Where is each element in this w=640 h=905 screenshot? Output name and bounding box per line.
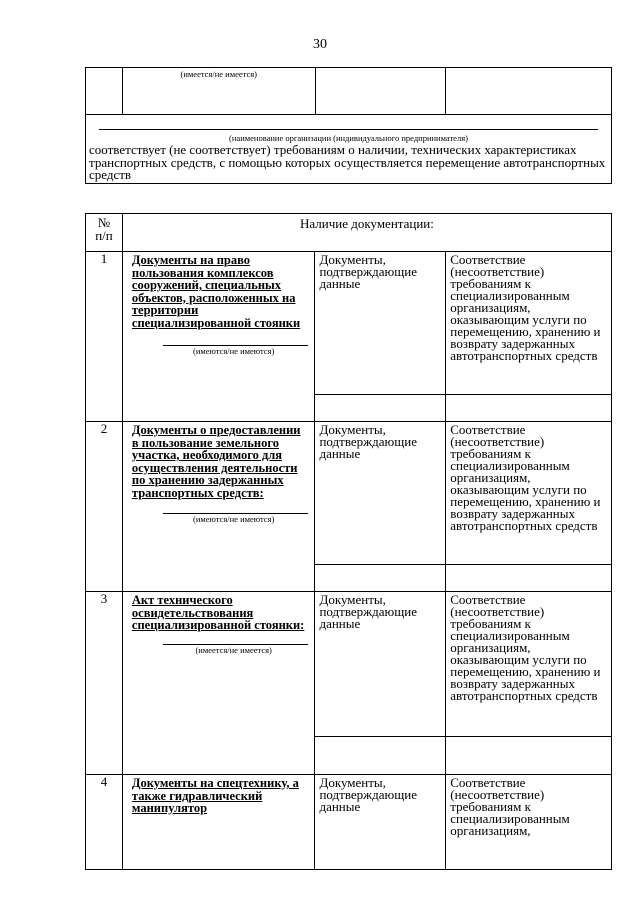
top-table (85, 67, 612, 184)
row4-doc-title: Документы на спецтехнику, а также гидравлический манипулятор (131, 776, 299, 815)
row2-num-text: 2 (100, 421, 108, 436)
row1-confirm-empty (315, 395, 446, 422)
row1-compliance-cell (446, 252, 612, 395)
org-caption: (наименование организации (индивидуального предпринимателя) (229, 133, 468, 143)
row3-confirm-empty (315, 737, 446, 775)
row1-confirm-cell (315, 252, 446, 395)
row3-compliance-text: Соответствие (несоответствие) требованиям к специализированным организациям, оказывающим услуги по перемещению, хранению и возврату задержанных автотранспортных средств (450, 592, 601, 703)
top-cell-num (86, 68, 123, 115)
top-cell-availability (122, 68, 315, 115)
row1-num-text: 1 (100, 251, 108, 266)
row1-compliance-text: Соответствие (несоответствие) требованиям к специализированным организациям, оказывающим услуги по перемещению, хранению и возврату задержанных автотранспортных средств (450, 252, 601, 363)
row3-doc-title: Акт технического освидетельствования специализированной стоянки: (131, 593, 305, 632)
org-statement-cell (86, 115, 612, 184)
page-number: 30 (313, 37, 327, 52)
row2-confirm-empty (315, 565, 446, 592)
col-docs-header-text: Наличие документации: (300, 216, 434, 231)
row3-doc-cell (122, 592, 315, 775)
row4-compliance-text: Соответствие (несоответствие) требованиям к специализированным организациям, (450, 775, 570, 838)
documentation-table (85, 213, 612, 870)
row3-confirm-cell (315, 592, 446, 737)
row4-doc-cell (122, 775, 315, 870)
row4-num (86, 775, 123, 870)
row2-availability: (имеются/не имеются) (193, 514, 275, 524)
row3-availability: (имеется/не имеется) (195, 644, 272, 655)
col-docs-header (122, 214, 611, 252)
row1-doc-title: Документы на право пользования комплексов сооружений, специальных объектов, расположенных на территории специализированной стоянки (131, 253, 301, 330)
row3-compliance-cell (446, 592, 612, 737)
row3-num (86, 592, 123, 775)
row3-confirm-text: Документы, подтверждающие данные (319, 592, 417, 631)
row2-doc-cell (122, 422, 315, 592)
row4-confirm-text: Документы, подтверждающие данные (319, 775, 417, 814)
row2-compliance-cell (446, 422, 612, 565)
col-num-header (86, 214, 123, 252)
row2-confirm-text: Документы, подтверждающие данные (319, 422, 417, 461)
row3-compliance-empty (446, 737, 612, 775)
row3-num-text: 3 (100, 591, 108, 606)
row1-availability: (имеются/не имеются) (193, 346, 275, 356)
row4-num-text: 4 (100, 774, 108, 789)
col-num-header-text: № п/п (95, 215, 113, 243)
row1-compliance-empty (446, 395, 612, 422)
row1-num (86, 252, 123, 422)
availability-label: (имеется/не имеется) (180, 69, 257, 79)
org-statement: соответствует (не соответствует) требованиям о наличии, технических характеристиках транспортных средств, с помощью которых осуществляется перемещение автотранспортных средств (89, 142, 606, 182)
row1-confirm-text: Документы, подтверждающие данные (319, 252, 417, 291)
row4-compliance-cell (446, 775, 612, 870)
row2-compliance-text: Соответствие (несоответствие) требованиям к специализированным организациям, оказывающим услуги по перемещению, хранению и возврату задержанных автотранспортных средств (450, 422, 601, 533)
row2-compliance-empty (446, 565, 612, 592)
row4-confirm-cell (315, 775, 446, 870)
row1-doc-cell (122, 252, 315, 422)
top-cell-compliance (446, 68, 612, 115)
row2-num (86, 422, 123, 592)
row2-confirm-cell (315, 422, 446, 565)
row2-doc-title: Документы о предоставлении в пользование земельного участка, необходимого для осуществления деятельности по хранению задержанных транспортных средств: (131, 423, 301, 500)
top-cell-confirm (315, 68, 446, 115)
